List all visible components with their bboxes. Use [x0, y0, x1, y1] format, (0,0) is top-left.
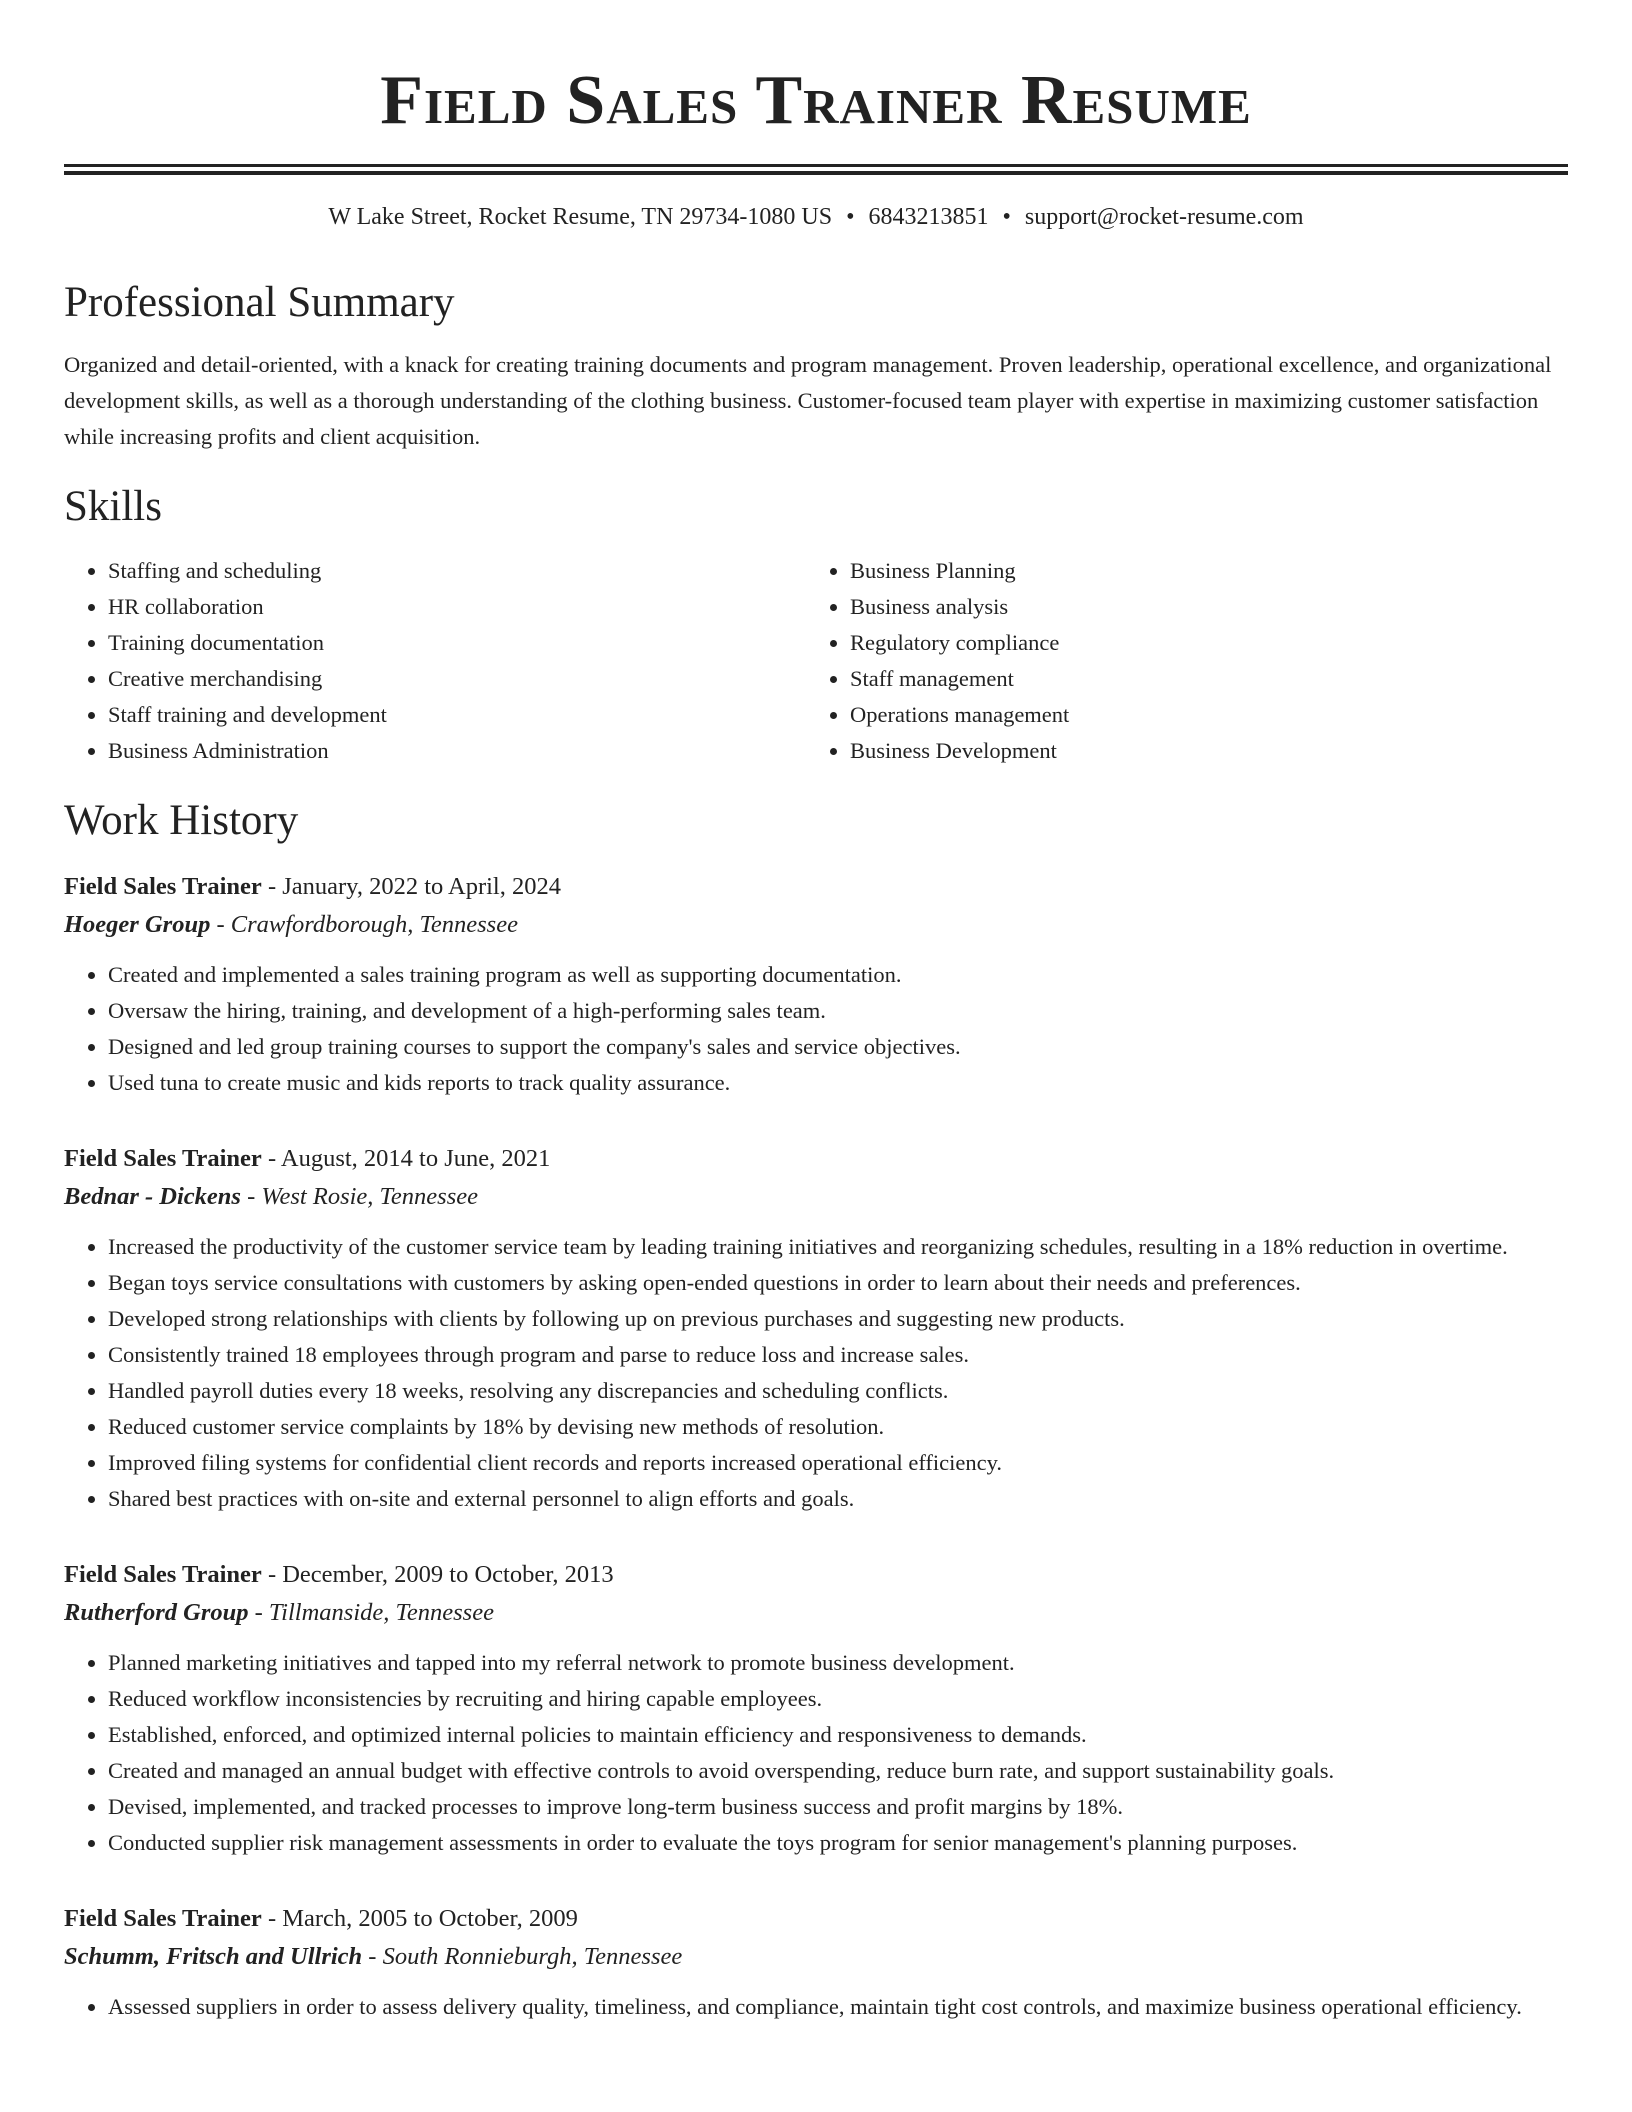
job-bullet: • Established, enforced, and optimized internal policies to maintain efficiency and responsiveness to demands.	[108, 1717, 1568, 1753]
job-bullet: • Increased the productivity of the customer service team by leading training initiatives and reorganizing schedules, resulting in a 18% reduction in overtime.	[108, 1229, 1568, 1265]
job-dates: - March, 2005 to October, 2009	[261, 1905, 578, 1932]
job-bullet: • Oversaw the hiring, training, and development of a high-performing sales team.	[108, 993, 1568, 1029]
job-title-line	[64, 1141, 1568, 1177]
contact-email: support@rocket-resume.com	[1024, 204, 1304, 230]
job-bullet: • Created and managed an annual budget with effective controls to avoid overspending, reduce burn rate, and support sustainability goals.	[108, 1753, 1568, 1789]
contact-separator: •	[846, 204, 855, 230]
resume-title: Field Sales Trainer Resume	[380, 62, 1252, 139]
job-title: Field Sales Trainer	[64, 1145, 262, 1172]
job-bullet: • Conducted supplier risk management assessments in order to evaluate the toys program for senior management's planning purposes.	[108, 1825, 1568, 1861]
contact-address: W Lake Street, Rocket Resume, TN 29734-1080 US	[328, 204, 833, 230]
skill-item: • Business Administration	[108, 733, 806, 769]
contact-phone: 6843213851	[868, 204, 989, 230]
job-bullets	[64, 957, 1568, 1101]
job-title-line	[64, 1557, 1568, 1593]
job-bullet: • Handled payroll duties every 18 weeks, resolving any discrepancies and scheduling conflicts.	[108, 1373, 1568, 1409]
job-entry	[64, 1557, 1568, 1861]
contact-separator: •	[1002, 204, 1011, 230]
job-bullet: • Developed strong relationships with clients by following up on previous purchases and suggesting new products.	[108, 1301, 1568, 1337]
job-bullet: • Improved filing systems for confidential client records and reports increased operational efficiency.	[108, 1445, 1568, 1481]
job-entry	[64, 1141, 1568, 1517]
job-dates: - January, 2022 to April, 2024	[261, 873, 561, 900]
company-location: - South Ronnieburgh, Tennessee	[362, 1943, 683, 1970]
job-entry	[64, 1901, 1568, 2025]
company-name: Rutherford Group	[64, 1599, 249, 1626]
contact-line	[64, 201, 1568, 233]
job-bullet: • Planned marketing initiatives and tapped into my referral network to promote business development.	[108, 1645, 1568, 1681]
skill-item: • Business Development	[850, 733, 1548, 769]
job-title: Field Sales Trainer	[64, 1905, 262, 1932]
work-history-heading: Work History	[64, 797, 299, 844]
job-bullet: • Created and implemented a sales training program as well as supporting documentation.	[108, 957, 1568, 993]
job-bullets	[64, 1989, 1568, 2025]
skills-column-left	[64, 553, 806, 769]
title-divider	[64, 164, 1568, 175]
skill-item: • Business Planning	[850, 553, 1548, 589]
skill-item: • HR collaboration	[108, 589, 806, 625]
skill-item: • Regulatory compliance	[850, 625, 1548, 661]
job-bullet: • Assessed suppliers in order to assess delivery quality, timeliness, and compliance, maintain tight cost controls, and maximize business operational efficiency.	[108, 1989, 1568, 2025]
skill-item: • Training documentation	[108, 625, 806, 661]
company-line	[64, 1937, 1568, 1977]
job-bullet: • Reduced workflow inconsistencies by recruiting and hiring capable employees.	[108, 1681, 1568, 1717]
summary-heading: Professional Summary	[64, 279, 455, 326]
company-name: Hoeger Group	[64, 911, 211, 938]
skills-column-right	[806, 553, 1548, 769]
job-entry	[64, 869, 1568, 1101]
company-line	[64, 1177, 1568, 1217]
job-bullet: • Devised, implemented, and tracked processes to improve long-term business success and profit margins by 18%.	[108, 1789, 1568, 1825]
job-bullet: • Began toys service consultations with customers by asking open-ended questions in order to learn about their needs and preferences.	[108, 1265, 1568, 1301]
job-bullet: • Reduced customer service complaints by 18% by devising new methods of resolution.	[108, 1409, 1568, 1445]
company-line	[64, 905, 1568, 945]
job-bullets	[64, 1229, 1568, 1517]
job-title-line	[64, 869, 1568, 905]
company-line	[64, 1593, 1568, 1633]
skill-item: • Creative merchandising	[108, 661, 806, 697]
skills-list	[64, 553, 1568, 769]
summary-text: Organized and detail-oriented, with a knack for creating training documents and program management. Proven leadership, operational excellence, and organizational development skills, as well as a thorough understanding of the clothing business. Customer-focused team player with expertise in maximizing customer satisfaction while increasing profits and client acquisition.	[64, 352, 1552, 449]
job-title: Field Sales Trainer	[64, 873, 262, 900]
skill-item: • Staff management	[850, 661, 1548, 697]
company-name: Schumm, Fritsch and Ullrich	[64, 1943, 363, 1970]
skill-item: • Operations management	[850, 697, 1548, 733]
job-dates: - December, 2009 to October, 2013	[261, 1561, 614, 1588]
job-bullets	[64, 1645, 1568, 1861]
job-title-line	[64, 1901, 1568, 1937]
company-location: - Crawfordborough, Tennessee	[210, 911, 518, 938]
job-bullet: • Used tuna to create music and kids reports to track quality assurance.	[108, 1065, 1568, 1101]
job-bullet: • Shared best practices with on-site and external personnel to align efforts and goals.	[108, 1481, 1568, 1517]
job-bullet: • Designed and led group training courses to support the company's sales and service objectives.	[108, 1029, 1568, 1065]
skill-item: • Staff training and development	[108, 697, 806, 733]
skills-heading: Skills	[64, 483, 162, 530]
company-location: - West Rosie, Tennessee	[240, 1183, 478, 1210]
company-name: Bednar - Dickens	[64, 1183, 241, 1210]
skill-item: • Staffing and scheduling	[108, 553, 806, 589]
company-location: - Tillmanside, Tennessee	[248, 1599, 494, 1626]
skill-item: • Business analysis	[850, 589, 1548, 625]
job-bullet: • Consistently trained 18 employees through program and parse to reduce loss and increase sales.	[108, 1337, 1568, 1373]
job-dates: - August, 2014 to June, 2021	[261, 1145, 551, 1172]
job-title: Field Sales Trainer	[64, 1561, 262, 1588]
